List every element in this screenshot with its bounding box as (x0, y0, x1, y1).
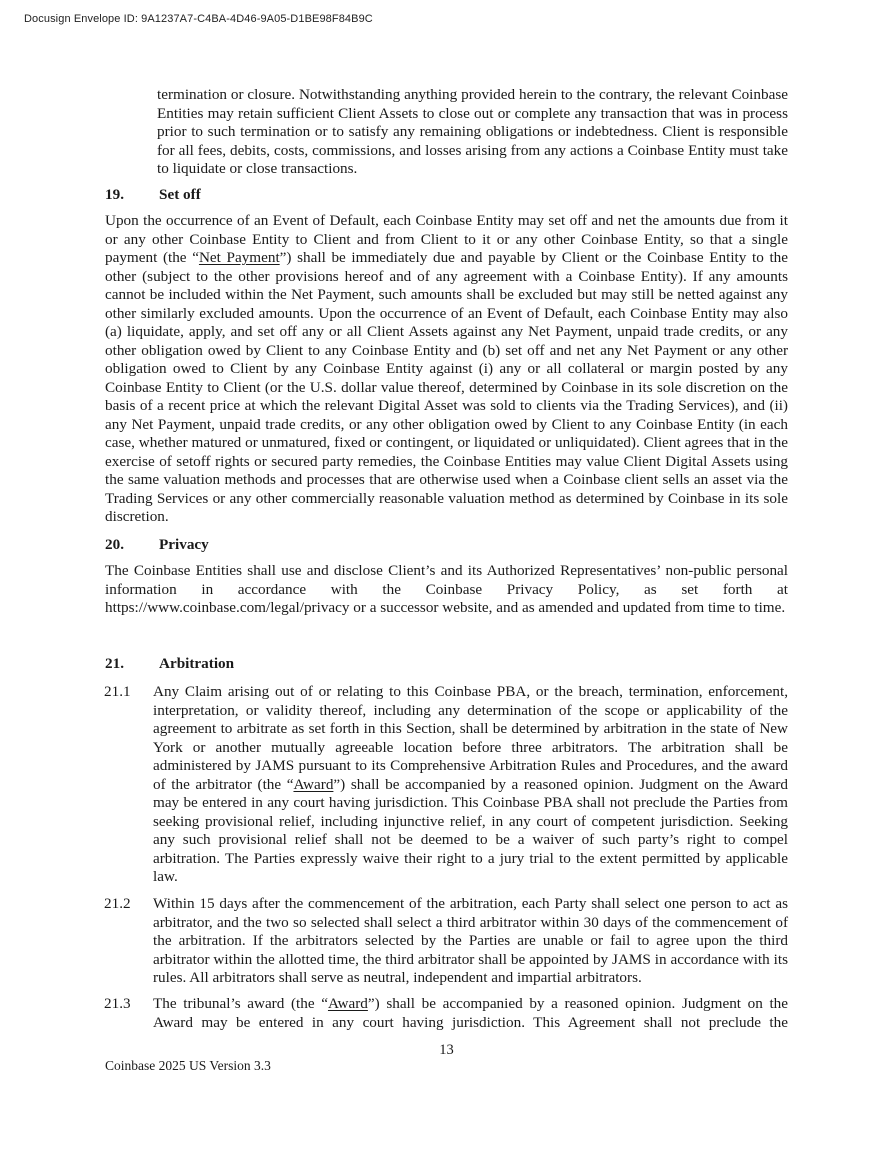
clause-number: 21.3 (104, 995, 131, 1012)
page-number: 13 (439, 1042, 454, 1058)
section-title: Privacy (159, 536, 209, 553)
defined-term-award: Award (293, 775, 334, 793)
page-footer: Coinbase 2025 US Version 3.3 (105, 1058, 271, 1073)
body-text: Any Claim arising out of or relating to this Coinbase PBA, or the breach, termination, enforcement, interpretation, or validity thereof, including any determination of the scope or applicability of the agreement to arbitrate as set forth in this Section, shall be determined by arbitration in the state of New York or another mutually agreeable location before three arbitrators. The arbitration shall be administered by JAMS pursuant to its Comprehensive Arbitration Rules and Procedures, and the award of the arbitrator (the “ (153, 683, 788, 793)
section-number: 20. (105, 536, 124, 553)
clause-21-3 (153, 995, 788, 1032)
privacy-paragraph: The Coinbase Entities shall use and disclose Client’s and its Authorized Representatives’ non-public personal information in accordance with the Coinbase Privacy Policy, as set forth at https://www.coinbase.com/legal/privacy or a successor website, and as amended and updated from time to time. (105, 562, 788, 616)
section-heading-privacy (105, 536, 209, 555)
clause-number: 21.1 (104, 683, 131, 700)
body-text: ”) shall be accompanied by a reasoned opinion. Judgment on the Award may be entered in any court having jurisdiction. This Agreement shall not preclude the (153, 995, 788, 1031)
defined-term-award: Award (327, 995, 368, 1012)
body-text: Upon the occurrence of an Event of Default, each Coinbase Entity may set off and net the amounts due from it or any other Coinbase Entity to Client and from Client to it or any other Coinbase Entity, so that a single payment (the “ (105, 212, 788, 266)
section-title: Set off (159, 186, 201, 203)
section-heading-arbitration (105, 655, 234, 674)
section-title: Arbitration (159, 655, 235, 672)
section-heading-set-off (105, 186, 201, 205)
clause-21-1 (153, 683, 788, 887)
section-number: 21. (105, 655, 124, 672)
clause-21-2: Within 15 days after the commencement of the arbitration, each Party shall select one person to act as arbitrator, and the two so selected shall select a third arbitrator within 30 days of the commencement of the arbitration. If the arbitrators selected by the Parties are unable or fail to agree upon the third arbitrator within the allotted time, the third arbitrator shall be appointed by JAMS in accordance with its rules. All arbitrators shall serve as neutral, independent and impartial arbitrators. (153, 895, 788, 986)
body-text: ”) shall be accompanied by a reasoned opinion. Judgment on the Award may be entered in any court having jurisdiction. This Coinbase PBA shall not preclude the Parties from seeking provisional relief, including injunctive relief, in any court of competent jurisdiction. Seeking any such provisional relief shall not be deemed to be a waiver of such party’s right to compel arbitration. The Parties expressly waive their right to a jury trial to the extent permitted by applicable law. (153, 775, 788, 885)
docusign-envelope-id: Docusign Envelope ID: 9A1237A7-C4BA-4D46-9A05-D1BE98F84B9C (24, 13, 373, 25)
continuation-paragraph: termination or closure. Notwithstanding anything provided herein to the contrary, the relevant Coinbase Entities may retain sufficient Client Assets to close out or complete any transaction that was in process prior to such termination or to satisfy any remaining obligations or indebtedness. Client is responsible for all fees, debits, costs, commissions, and losses arising from any actions a Coinbase Entity must take to liquidate or close transactions. (157, 86, 788, 177)
body-text: The tribunal’s award (the “ (153, 995, 328, 1012)
clause-number: 21.2 (104, 895, 131, 912)
section-number: 19. (105, 186, 124, 203)
set-off-paragraph (105, 212, 788, 527)
defined-term-net-payment: Net Payment (198, 249, 280, 266)
body-text: ”) shall be immediately due and payable by Client or the Coinbase Entity to the other (subject to the other provisions hereof and of any agreement with a Coinbase Entity). If any amounts cannot be included within the Net Payment, such amounts shall be excluded but may still be netted against any other similarly excluded amounts. Upon the occurrence of an Event of Default, each Coinbase Entity may also (a) liquidate, apply, and set off any or all Client Assets against any Net Payment, unpaid trade credits, or any other obligation owed by Client to any Coinbase Entity and (b) set off and net any Net Payment or any other obligation owed to Client by any Coinbase Entity against (i) any or all collateral or margin posted by any Coinbase Entity to Client (or the U.S. dollar value thereof, determined by Coinbase in its sole discretion on the basis of a recent price at which the relevant Digital Asset was sold to clients via the Trading Services), and (ii) any Net Payment, unpaid trade credits, or any other obligation owed by Client to any Coinbase Entity (in each case, whether matured or unmatured, fixed or contingent, or liquidated or unliquidated). Client agrees that in the exercise of setoff rights or secured party remedies, the Coinbase Entities may value Client Digital Assets using the same valuation methods and processes that are otherwise used when a Coinbase client sells an asset via the Trading Services or any other commercially reasonable valuation method as determined by Coinbase in its sole discretion. (105, 249, 789, 525)
